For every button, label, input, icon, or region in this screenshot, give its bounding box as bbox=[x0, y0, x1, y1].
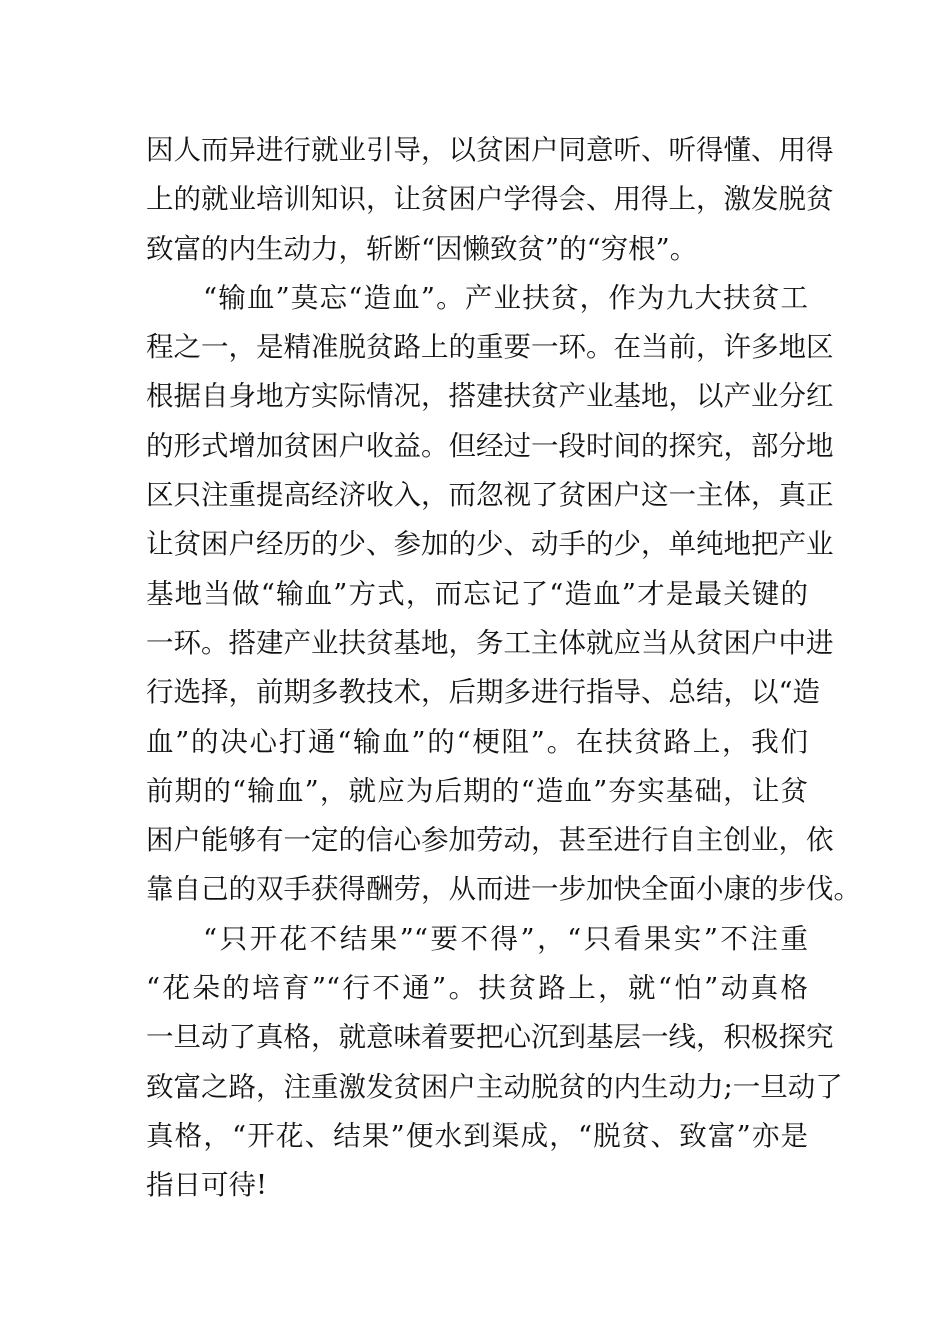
text-line: “只开花不结果”“要不得”，“只看果实”不注重 bbox=[203, 922, 808, 955]
text-line: 因人而异进行就业引导，以贫困户同意听、听得懂、用得 bbox=[146, 134, 834, 166]
text-line: 血”的决心打通“输血”的“梗阻”。在扶贫路上，我们 bbox=[146, 725, 808, 758]
text-line: 困户能够有一定的信心参加劳动，甚至进行自主创业，依 bbox=[146, 824, 834, 857]
document-body bbox=[146, 126, 861, 1211]
text-line: 行选择，前期多教技术，后期多进行指导、总结，以“造 bbox=[146, 676, 821, 709]
text-line: 指日可待! bbox=[146, 1169, 268, 1202]
paragraph-3 bbox=[146, 915, 843, 1211]
text-line: “输血”莫忘“造血”。产业扶贫，作为九大扶贫工 bbox=[203, 281, 808, 314]
text-line: “花朵的培育”“行不通”。扶贫路上，就“怕”动真格 bbox=[146, 972, 808, 1005]
text-line: 致富的内生动力，斩断“因懒致贫”的“穷根”。 bbox=[146, 232, 698, 265]
text-line: 前期的“输血”，就应为后期的“造血”夯实基础，让贫 bbox=[146, 774, 808, 807]
text-line: 一环。搭建产业扶贫基地，务工主体就应当从贫困户中进 bbox=[146, 626, 834, 659]
text-line: 的形式增加贫困户收益。但经过一段时间的探究，部分地 bbox=[146, 429, 834, 462]
text-line: 上的就业培训知识，让贫困户学得会、用得上，激发脱贫 bbox=[146, 183, 834, 216]
text-line: 程之一，是精准脱贫路上的重要一环。在当前，许多地区 bbox=[146, 331, 834, 364]
text-line: 一旦动了真格，就意味着要把心沉到基层一线，积极探究 bbox=[146, 1021, 834, 1054]
text-line: 基地当做“输血”方式，而忘记了“造血”才是最关键的 bbox=[146, 577, 808, 610]
text-line: 真格，“开花、结果”便水到渠成，“脱贫、致富”亦是 bbox=[146, 1119, 808, 1152]
text-line: 靠自己的双手获得酬劳，从而进一步加快全面小康的步伐。 bbox=[146, 873, 861, 906]
text-line: 让贫困户经历的少、参加的少、动手的少，单纯地把产业 bbox=[146, 528, 834, 561]
paragraph-1 bbox=[146, 126, 834, 274]
paragraph-2 bbox=[146, 274, 861, 915]
text-line: 根据自身地方实际情况，搭建扶贫产业基地，以产业分红 bbox=[146, 380, 834, 413]
text-line: 区只注重提高经济收入，而忽视了贫困户这一主体，真正 bbox=[146, 479, 834, 512]
text-line: 致富之路，注重激发贫困户主动脱贫的内生动力;一旦动了 bbox=[146, 1070, 843, 1103]
